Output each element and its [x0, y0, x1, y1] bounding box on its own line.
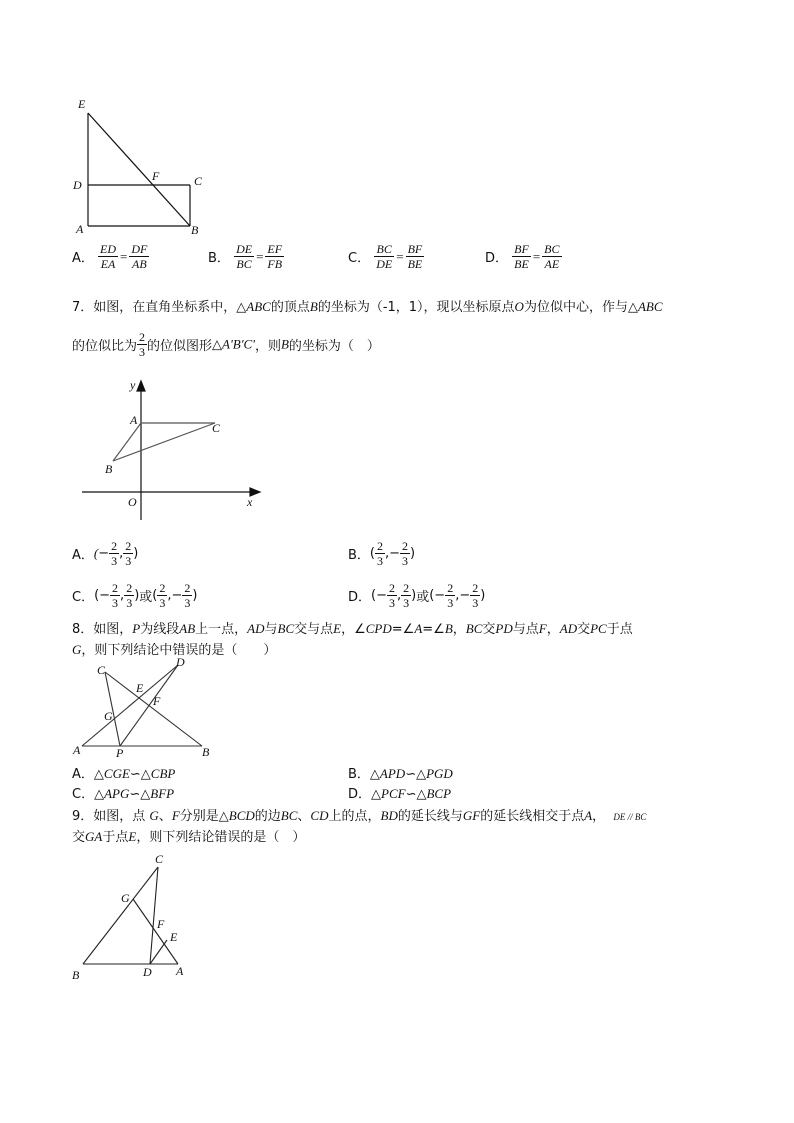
label-P: P — [116, 746, 124, 760]
q7-option-C[interactable]: C．(− $\frac{2}{3}$ , $\frac{2}{3}$ )或( $\frac{2}{3}$ ,− $\frac{2}{3}$ ) — [72, 581, 198, 610]
fraction: $\frac{DF}{AB}$ — [131, 242, 148, 271]
label-E: E — [78, 97, 86, 111]
q6-option-A[interactable]: A． $\frac{ED}{EA}$ = $\frac{DF}{AB}$ — [72, 242, 148, 271]
label-A: A — [76, 222, 84, 236]
label-G: G — [121, 891, 130, 905]
label-D: D — [143, 965, 152, 979]
fraction: $\frac{BF}{BE}$ — [407, 242, 423, 271]
segment-DE — [150, 940, 167, 964]
label-O: O — [128, 495, 137, 509]
label-B: B — [105, 462, 113, 476]
q6-option-C[interactable]: C． $\frac{BC}{DE}$ = $\frac{BF}{BE}$ — [348, 242, 423, 271]
fraction: $\frac{BF}{BE}$ — [514, 242, 529, 271]
label-C: C — [194, 174, 203, 188]
parallel-condition: DE // BC — [613, 812, 647, 822]
label-E: E — [136, 681, 144, 695]
fraction: $\frac{EF}{FB}$ — [267, 242, 283, 271]
q6-option-D[interactable]: D． $\frac{BF}{BE}$ = $\frac{BC}{AE}$ — [485, 242, 560, 271]
label-G: G — [104, 709, 113, 723]
fraction: $\frac{BC}{DE}$ — [376, 242, 393, 271]
label-F: F — [152, 169, 160, 183]
label-A: A — [73, 743, 81, 757]
label-B: B — [191, 223, 199, 237]
segment-BC — [83, 867, 158, 964]
fraction: $\frac{BC}{AE}$ — [544, 242, 560, 271]
segment-CD — [150, 867, 158, 964]
q7-option-B[interactable]: B．( $\frac{2}{3}$ ,− $\frac{2}{3}$ ) — [348, 539, 416, 568]
q7-stem-line1: 7．如图，在直角坐标系中，△ABC的顶点B的坐标为（-1，1），现以坐标原点O为位似中心，作与△ABC — [72, 299, 663, 315]
fraction: $\frac{ED}{EA}$ — [100, 242, 117, 271]
q8-stem-line1: 8．如图，P为线段AB上一点，AD与BC交与点E，∠CPD=∠A=∠B，BC交PD与点F，AD交PC于点 — [72, 621, 633, 637]
q7-option-A[interactable]: A．(− $\frac{2}{3}$ , $\frac{2}{3}$ ) — [72, 539, 139, 568]
q8-option-A[interactable]: A．△CGE∽△CBP — [72, 766, 176, 782]
label-x: x — [247, 495, 253, 509]
label-F: F — [157, 917, 165, 931]
label-A: A — [176, 964, 184, 978]
label-C: C — [97, 663, 106, 677]
label-C: C — [155, 852, 164, 866]
label-B: B — [202, 745, 210, 759]
q6-option-B[interactable]: B． $\frac{DE}{BC}$ = $\frac{EF}{FB}$ — [208, 242, 283, 271]
q7-stem-line2: 的位似比为 $\frac{2}{3}$ 的位似图形△A'B'C'，则B的坐标为（ ） — [72, 330, 380, 359]
label-y: y — [130, 378, 136, 392]
q8-option-D[interactable]: D．△PCF∽△BCP — [348, 786, 452, 802]
fraction: $\frac{DE}{BC}$ — [236, 242, 253, 271]
label-C: C — [212, 421, 221, 435]
q7-option-D[interactable]: D．(− $\frac{2}{3}$ , $\frac{2}{3}$ )或(− $\frac{2}{3}$ ,− $\frac{2}{3}$ ) — [348, 581, 486, 610]
q8-option-C[interactable]: C．△APG∽△BFP — [72, 786, 175, 802]
q8-stem-line2: G，则下列结论中错误的是（ ） — [72, 642, 277, 658]
q8-option-B[interactable]: B．△APD∽△PGD — [348, 766, 453, 782]
label-E: E — [170, 930, 178, 944]
label-D: D — [73, 178, 82, 192]
label-B: B — [72, 968, 80, 982]
label-A: A — [130, 413, 138, 427]
ratio-fraction: $\frac{2}{3}$ — [139, 330, 146, 359]
q9-stem-line2: 交GA于点E，则下列结论错误的是（ ） — [72, 829, 306, 845]
q9-stem-line1: 9．如图，点 G、F分别是△BCD的边BC、CD上的点，BD的延长线与GF的延长线相交于点A， DE // BC — [72, 808, 647, 824]
label-D: D — [176, 655, 185, 669]
label-F: F — [153, 694, 161, 708]
